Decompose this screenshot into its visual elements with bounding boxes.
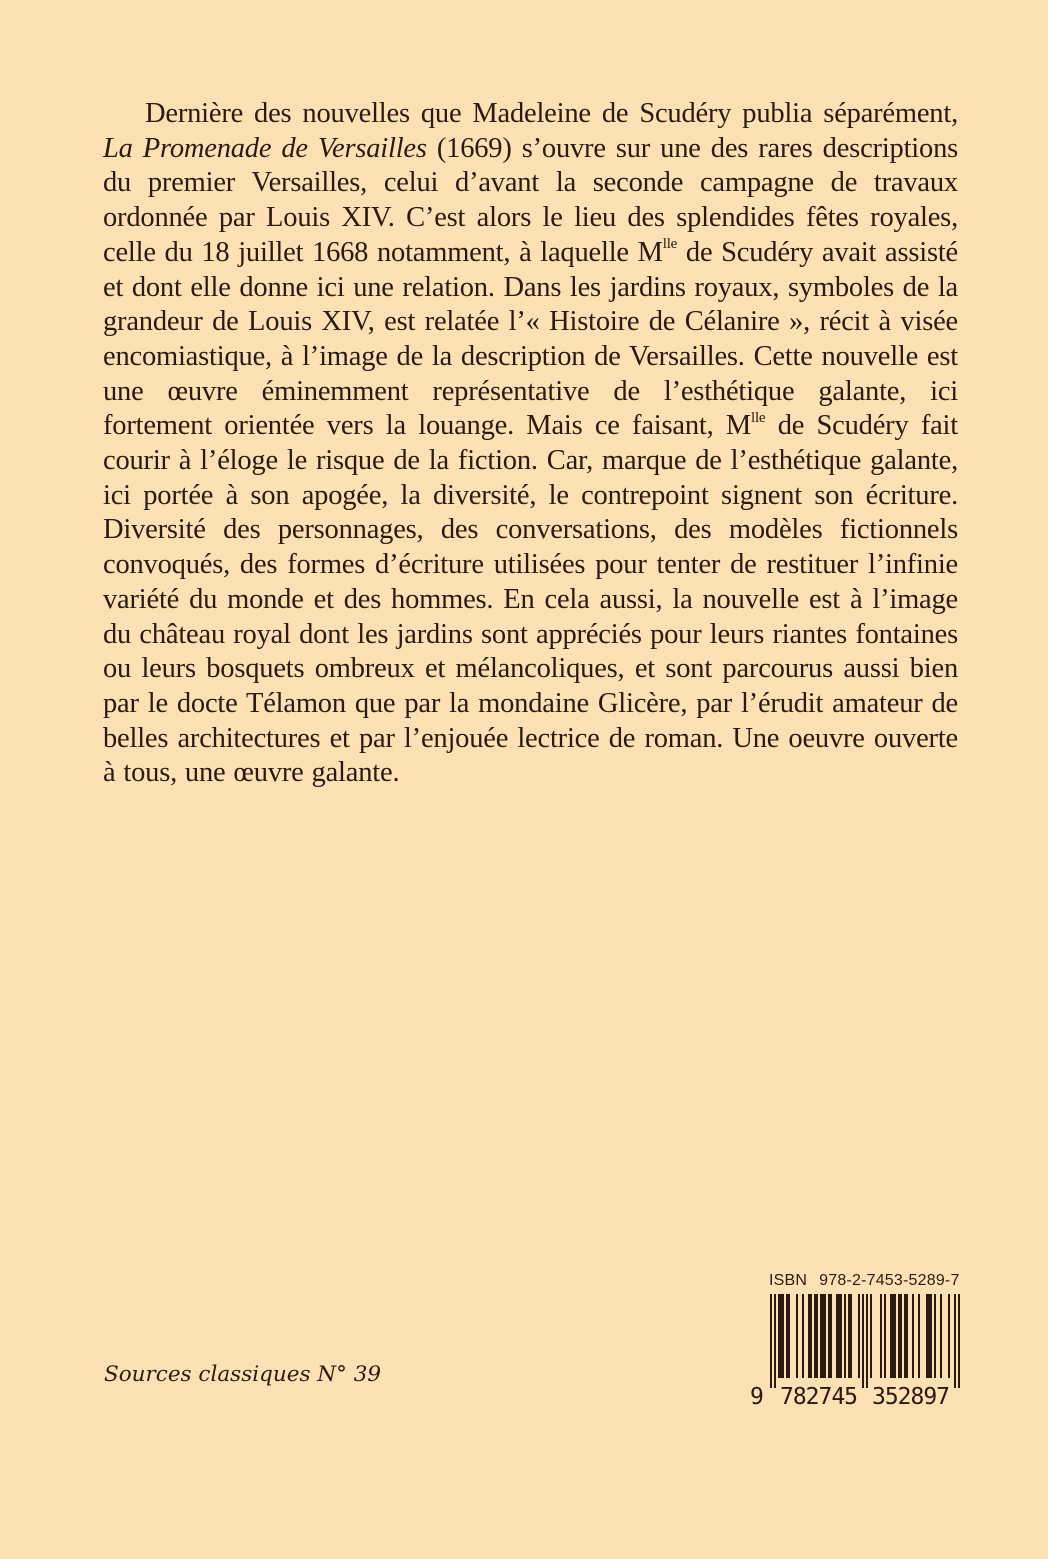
barcode-bar-12	[848, 1294, 852, 1378]
barcode-bar-7	[814, 1294, 818, 1378]
ean13-barcode	[750, 1294, 964, 1414]
barcode-bar-16	[870, 1294, 872, 1378]
barcode-bar-14	[862, 1294, 864, 1388]
barcode-bar-9	[828, 1294, 832, 1378]
barcode-bar-20	[898, 1294, 902, 1378]
isbn-number: 978-2-7453-5289-7	[819, 1272, 960, 1289]
barcode-bar-23	[918, 1294, 920, 1378]
barcode-bar-25	[934, 1294, 936, 1378]
blurb-text-part-2: (1669) s’ouvre sur une des rares descriptions du premier Versailles, celui d’avant la seconde campagne de travaux ordonnée par Louis XIV. C’est alors le lieu des splendides fêtes royales, celle du 18 juillet 1668 notamment, à laquelle M	[103, 132, 959, 268]
superscript-mademoiselle-1: lle	[662, 236, 678, 253]
back-cover-blurb	[103, 97, 958, 791]
barcode-bar-24	[926, 1294, 932, 1378]
barcode-first-digit: 9	[750, 1384, 764, 1410]
barcode-bar-29	[958, 1294, 960, 1388]
barcode-bar-8	[820, 1294, 826, 1378]
superscript-mademoiselle-2: lle	[750, 409, 766, 426]
barcode-bar-0	[770, 1294, 772, 1388]
barcode-bar-13	[858, 1294, 860, 1378]
barcode-bars	[770, 1294, 960, 1388]
barcode-bar-26	[940, 1294, 942, 1378]
blurb-text-part-4: de Scudéry fait courir à l’éloge le risque de la fiction. Car, marque de l’esthétique galante, ici portée à son apogée, la diversité, le contrepoint signent son écriture. Diversité des personnages, des conversations, des modèles fictionnels convoqués, des formes d’écriture utilisées pour tenter de restituer l’infinie variété du monde et des hommes. En cela aussi, la nouvelle est à l’image du château royal dont les jardins sont appréciés pour leurs riantes fontaines ou leurs bosquets ombreux et mélancoliques, et sont parcourus aussi bien par le docte Télamon que par la mondaine Glicère, par l’érudit amateur de belles architectures et par l’enjouée lectrice de roman. Une oeuvre ouverte à tous, une œuvre galante.	[103, 410, 958, 789]
blurb-text-part-3: de Scudéry avait assisté et dont elle donne ici une relation. Dans les jardins royaux, symboles de la grandeur de Louis XIV, est relatée l’« Histoire de Célanire », récit à visée encomiastique, à l’image de la description de Versailles. Cette nouvelle est une œuvre éminemment représentative de l’esthétique galante, ici fortement orientée vers la louange. Mais ce faisant, M	[103, 236, 959, 442]
barcode-bar-11	[844, 1294, 846, 1378]
barcode-bar-27	[948, 1294, 950, 1378]
barcode-bar-28	[954, 1294, 956, 1388]
barcode-left-digits: 782745	[780, 1384, 858, 1410]
blurb-text-part-1: Dernière des nouvelles que Madeleine de Scudéry publia séparément,	[145, 98, 958, 129]
barcode-bar-4	[796, 1294, 798, 1378]
isbn-label-line	[769, 1272, 960, 1290]
series-label: Sources classiques N° 39	[104, 1362, 382, 1387]
barcode-bar-2	[778, 1294, 784, 1378]
barcode-bar-3	[786, 1294, 790, 1378]
book-title-italic: La Promenade de Versailles	[103, 132, 427, 164]
barcode-right-digits: 352897	[872, 1384, 950, 1410]
barcode-bar-21	[904, 1294, 908, 1378]
barcode-bar-18	[884, 1294, 886, 1378]
barcode-bar-19	[890, 1294, 896, 1378]
barcode-bar-17	[880, 1294, 882, 1378]
isbn-label: ISBN	[769, 1272, 808, 1289]
barcode-bar-15	[866, 1294, 868, 1388]
barcode-bar-22	[912, 1294, 914, 1378]
blurb-paragraph	[103, 97, 958, 791]
barcode-bar-5	[802, 1294, 804, 1378]
barcode-bar-10	[836, 1294, 842, 1378]
barcode-bar-1	[774, 1294, 776, 1388]
barcode-bar-6	[808, 1294, 812, 1378]
